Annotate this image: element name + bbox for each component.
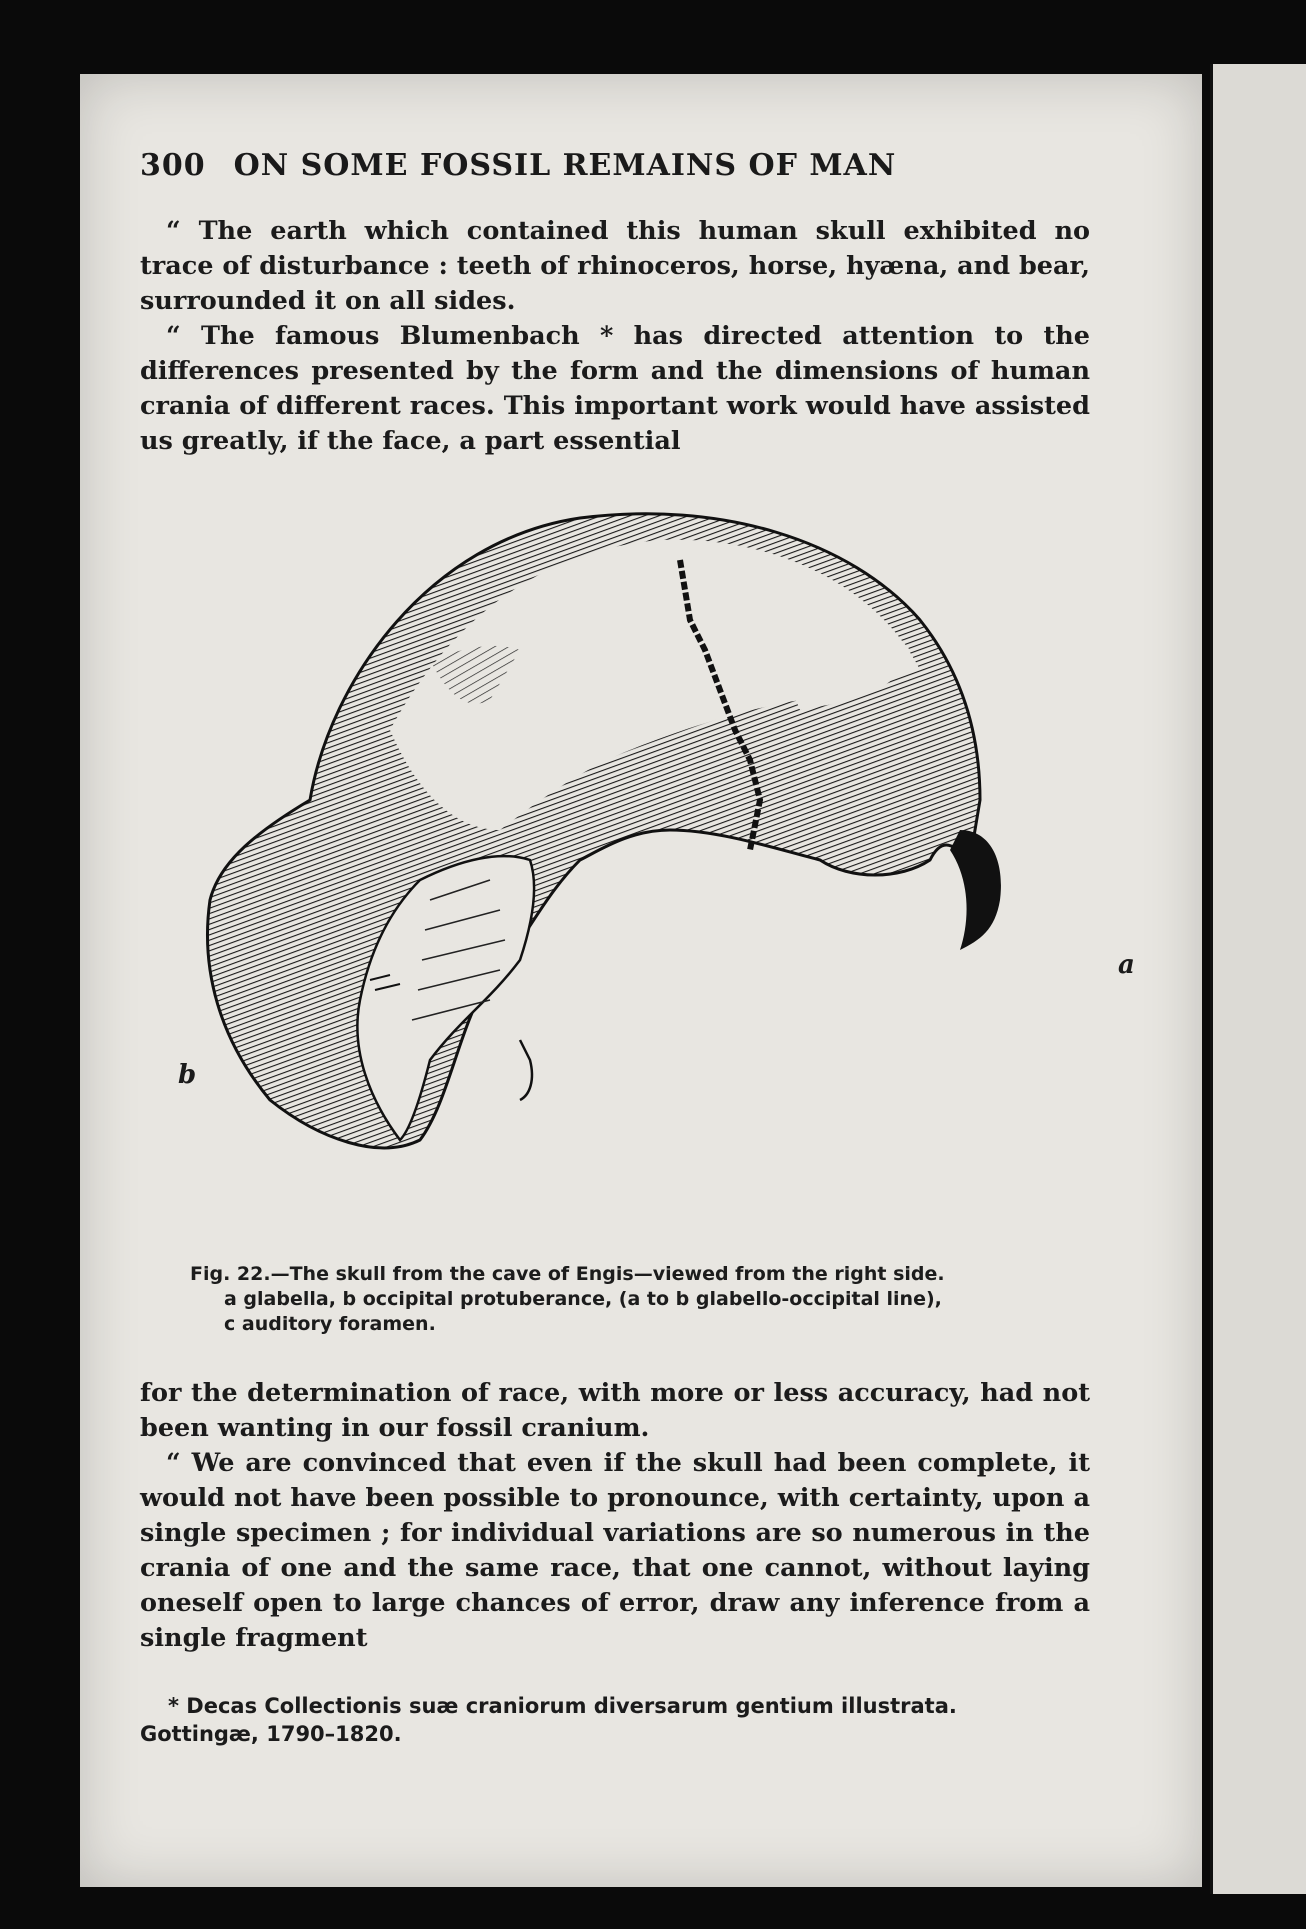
adjacent-page-edge [1210,64,1306,1894]
label-b: b [178,1060,197,1090]
label-a: a [1118,950,1135,980]
running-header [140,148,1040,183]
paragraph: for the determination of race, with more or less accuracy, had not been wanting in our fossil cranium. [140,1378,1090,1443]
body-text-upper [140,214,1090,459]
paragraph: “ The earth which contained this human skull exhibited no trace of disturbance : teeth of rhinoceros, horse, hyæna, and bear, surrounded it on all sides. [140,216,1090,316]
caption-line: Fig. 22.—The skull from the cave of Engis—viewed from the right side. [190,1263,945,1285]
body-text-lower [140,1376,1090,1656]
paragraph: “ The famous Blumenbach * has directed attention to the differences presented by the form and the dimensions of human crania of different races. This important work would have assisted us greatly, if the face, a part essential [140,321,1090,456]
footnote-line: Gottingæ, 1790–1820. [140,1722,402,1746]
page-number: 300 [140,148,206,183]
running-head-title: ON SOME FOSSIL REMAINS OF MAN [233,148,897,183]
paragraph: “ We are convinced that even if the skull had been complete, it would not have been possible to pronounce, with certainty, upon a single specimen ; for individual variations are so numerous in the crania of one and the same race, that one cannot, without laying oneself open to large chances of error, draw any inference from a single fragment [140,1448,1090,1653]
caption-line: a glabella, b occipital protuberance, (a to b glabello-occipital line), [224,1288,942,1310]
figure-caption [190,1262,1110,1337]
footnote [140,1692,1090,1748]
skull-illustration [160,500,1150,1240]
footnote-line: * Decas Collectionis suæ craniorum diversarum gentium illustrata. [168,1694,957,1718]
caption-line: c auditory foramen. [224,1313,436,1335]
